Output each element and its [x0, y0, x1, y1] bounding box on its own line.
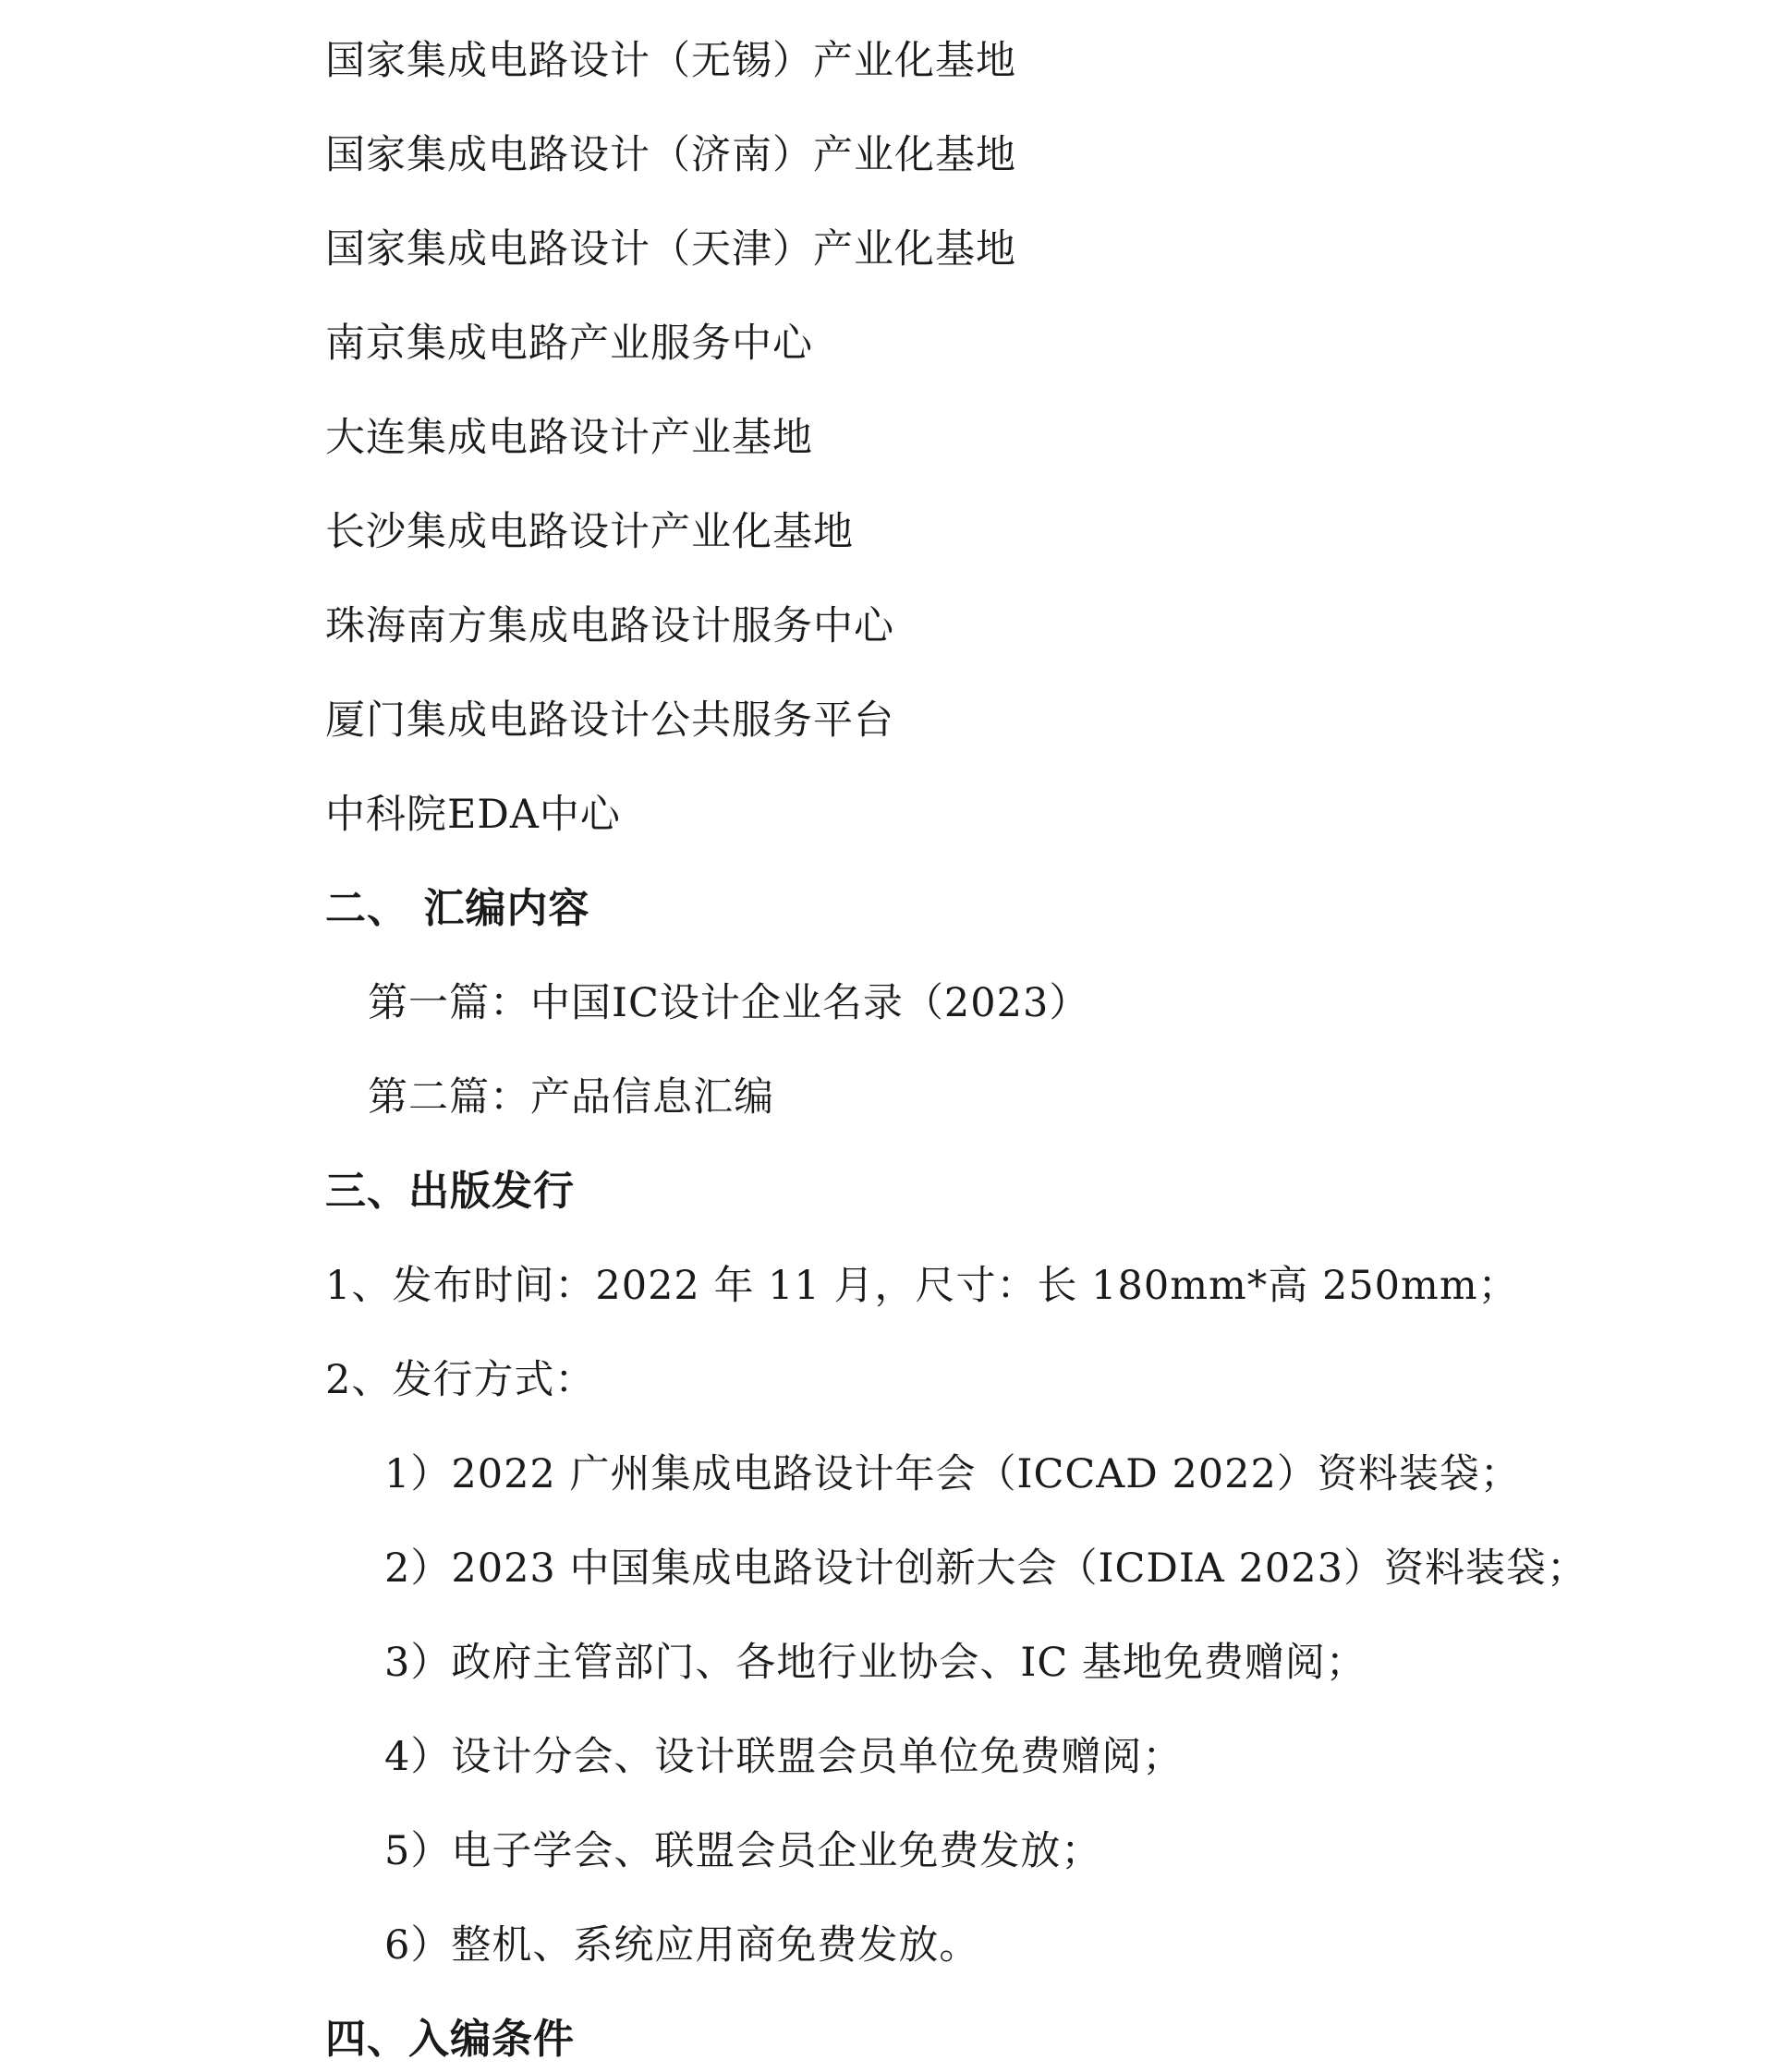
distribution-sub-item: 1）2022 广州集成电路设计年会（ICCAD 2022）资料装袋；	[384, 1451, 1521, 1497]
base-list-item: 国家集成电路设计（无锡）产业化基地	[325, 38, 1016, 84]
base-list-item: 国家集成电路设计（济南）产业化基地	[325, 132, 1016, 178]
base-list-item: 中科院EDA中心	[325, 792, 621, 838]
contents-item: 第一篇：中国IC设计企业名录（2023）	[368, 980, 1090, 1026]
base-list-item: 国家集成电路设计（天津）产业化基地	[325, 226, 1016, 273]
base-list-item: 长沙集成电路设计产业化基地	[325, 509, 854, 555]
base-list-item: 大连集成电路设计产业基地	[325, 415, 813, 461]
section-heading-conditions: 四、入编条件	[325, 2016, 575, 2063]
base-list-item: 南京集成电路产业服务中心	[325, 321, 813, 367]
base-list-item: 珠海南方集成电路设计服务中心	[325, 603, 894, 649]
contents-item: 第二篇：产品信息汇编	[368, 1074, 774, 1121]
publication-date-item: 1、发布时间：2022 年 11 月，尺寸：长 180mm*高 250mm；	[325, 1263, 1519, 1309]
base-list-item: 厦门集成电路设计公共服务平台	[325, 697, 894, 744]
section-heading-publication: 三、出版发行	[325, 1168, 575, 1215]
distribution-method-item: 2、发行方式：	[325, 1357, 596, 1403]
section-heading-contents: 二、 汇编内容	[325, 885, 590, 932]
distribution-sub-item: 4）设计分会、设计联盟会员单位免费赠阅；	[384, 1734, 1184, 1780]
distribution-sub-item: 5）电子学会、联盟会员企业免费发放；	[384, 1828, 1102, 1874]
distribution-sub-item: 3）政府主管部门、各地行业协会、IC 基地免费赠阅；	[384, 1640, 1367, 1686]
distribution-sub-item: 6）整机、系统应用商免费发放。	[384, 1922, 980, 1969]
distribution-sub-item: 2）2023 中国集成电路设计创新大会（ICDIA 2023）资料装袋；	[384, 1545, 1587, 1592]
